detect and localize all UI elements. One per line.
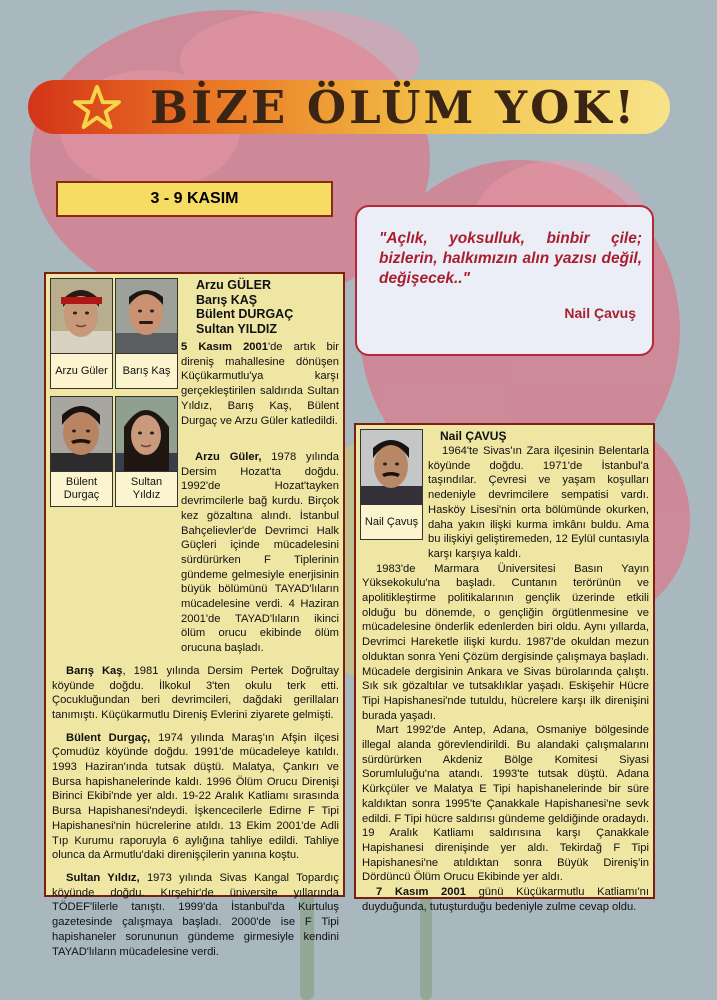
right-body (362, 444, 649, 915)
name-heading: Sultan YILDIZ (196, 321, 278, 336)
nail-intro (428, 429, 649, 444)
photo-card-baris (115, 278, 178, 389)
quote-author: Nail Çavuş (564, 305, 636, 321)
photo-card-arzu (50, 278, 113, 389)
date-label: 3 - 9 KASIM (56, 181, 333, 217)
name-heading: Barış KAŞ (196, 292, 258, 307)
nail-bio-3: Mart 1992'de Antep, Adana, Osmaniye bölgesinde illegal alanda görevlendirildi. Bu alandaki çalışmalarını sürdürürken Akdeniz Bölge Komitesi Siyasi Sorumluluğu'na atandı. 1993'te tutsak düştü. Adana Kürkçüler ve Malatya E Tipi hapishanelerinde bir süre kaldıktan sonra 1995'te Çanakkale Hapishanesi'ne sevk edildi. F Tipi hücre saldırısı gündeme geldiğinde oradaydı. 19 Aralık Katliamı saldırısına karşı Çanakkale Hapishanesi direnişinde yer aldı. Tekirdağ F Tipi Hapishanesi'ne atıldıktan sonra Büyük Direniş'in Dördüncü Ölüm Orucu Ekibinde yer aldı. (362, 724, 649, 884)
nail-bio-4: 7 Kasım 2001 günü Küçükarmutlu Katliamı'nı duyduğunda, tutuşturduğu bedeniyle zulme cevap oldu. (362, 886, 649, 913)
left-article-panel (44, 272, 345, 958)
name-heading: Arzu GÜLER (196, 278, 271, 292)
name-heading: Bülent DURGAÇ (196, 307, 294, 321)
portrait-photo (50, 278, 113, 354)
right-article-panel (354, 423, 655, 913)
sultan-bio: Sultan Yıldız, 1973 yılında Sivas Kangal Topardıç köyünde doğdu. Kırşehir'de üniversite yıllarında TÖDEF'lilerle tanıştı. 1999'da İstanbul'da Kurtuluş gazetesinde çalışmaya başladı. 2000'de ise F Tipi hapishaneler sorununun gündeme girmesiyle kendini TAYAD'lıların mücadelesine verdi. (52, 871, 339, 958)
intro-paragraph: 5 Kasım 2001'de artık bir direniş mahallesine dönüşen Küçükarmutlu'ya karşı gerçekleştirilen saldırıda Sultan Yıldız, Barış Kaş, Bülent Durgaç ve Arzu Güler katledildi. (181, 341, 339, 427)
page-title: BİZE ÖLÜM YOK! (150, 81, 638, 134)
quote-box (355, 205, 654, 356)
quote-text: "Açlık, yoksulluk, binbir çile; bizlerin, halkımızın alın yazısı değil, değişecek.." (379, 230, 642, 287)
portrait-photo (115, 278, 178, 354)
photo-caption: Arzu Güler (50, 354, 113, 389)
nail-bio-2: 1983'de Marmara Üniversitesi Basın Yayın Yüksekokulu'na başladı. Cuntanın terörünün ve apolitikleştirme politikalarının gençlik üzerinde etkili olduğu bu dönemde, o gençliğin örgütlenmesine ve mücadelesine önderlik edenlerden biri oldu. Aynı yıllarda, Devrimci Hareketle ilişki kurdu. 1987'de okuldan mezun olduktan sonra Yeni Çözüm dergisinde çalışmaya başladı. Mücadele dergisinin Ankara ve Sivas bürolarında çalıştı. Sık sık gözaltılar ve tutsaklıklar yaşadı. Eskişehir Hücre Tipi Hapishanesi'nde tutuldu, hücrelere karşı ilk direnişini burada yaşadı. (362, 562, 649, 722)
left-body (52, 450, 339, 959)
arzu-bio: Arzu Güler, 1978 yılında Dersim Hozat'ta doğdu. 1992'de Hozat'tayken devrimcilerle bağ kurdu. Birçok kez gözaltına alındı. İstanbul Bahçelievler'de Devrimci Halk Güçleri içinde mücadelesini sürdürürken F Tiplerinin gündeme gelmesiyle enerjisinin büyük bölümünü TAYAD'lıların mücadelesine verdi. 4 Haziran 2001'de TAYAD'lıların ikinci ölüm orucu ekibinde ölüm orucuna başladı. (181, 451, 339, 655)
baris-bio: Barış Kaş, 1981 yılında Dersim Pertek Doğrultay köyünde doğdu. İlkokul 3'ten okulu terk etti. Çocukluğundan beri devrimcileri, dağdaki gerillaları tanımıştı. Küçükarmutlu Direniş Evlerini ziyarete gelmişti. (52, 664, 339, 721)
photo-caption: Sultan Yıldız (115, 472, 178, 507)
intro-date: 5 Kasım 2001 (181, 341, 268, 353)
star-icon (68, 84, 126, 130)
photo-caption: Bülent Durgaç (50, 472, 113, 507)
bulent-bio: Bülent Durgaç, 1974 yılında Maraş'ın Afşin ilçesi Çomudüz köyünde doğdu. 1991'de mücadeleye katıldı. 1993 Haziran'ında tutsak düştü. Malatya, Çankırı ve Bursa hapishanelerinde kaldı. 1996 Ölüm Orucu Direnişi Birinci Ekibi'nde yer aldı. 19-22 Aralık Katliamı sırasında Bursa Hapishanesi'ndeydi. İşkencecilerle Edirne F Tipi Hapishanesi'nin hücrelerine atıldı. 13 Ekim 2001'de Adli Tıp Kurumu raporuyla 6 aylığına tahliye edildi. Tahliye olunca da Armutlu'daki direnişçilerin yanına koştu. (52, 731, 339, 862)
nail-bio-1: 1964'te Sivas'ın Zara ilçesinin Belentarla köyünde doğdu. 1971'de İstanbul'a taşındılar. Çevresi ve yaşam koşulları nedeniyle devrimcilere sempatisi vardı. Hasköy Lisesi'nin orta bölümünde okurken, daha yakın ilişki kurma imkânı buldu. Ama bu ilişkiyi geliştiremeden, 12 Eylül cuntasıyla karşı karşıya kaldı. (428, 445, 649, 560)
photo-caption: Nail Çavuş (360, 505, 423, 540)
name-heading: Nail ÇAVUŞ (440, 429, 507, 443)
photo-caption: Barış Kaş (115, 354, 178, 389)
names-list (196, 278, 293, 336)
